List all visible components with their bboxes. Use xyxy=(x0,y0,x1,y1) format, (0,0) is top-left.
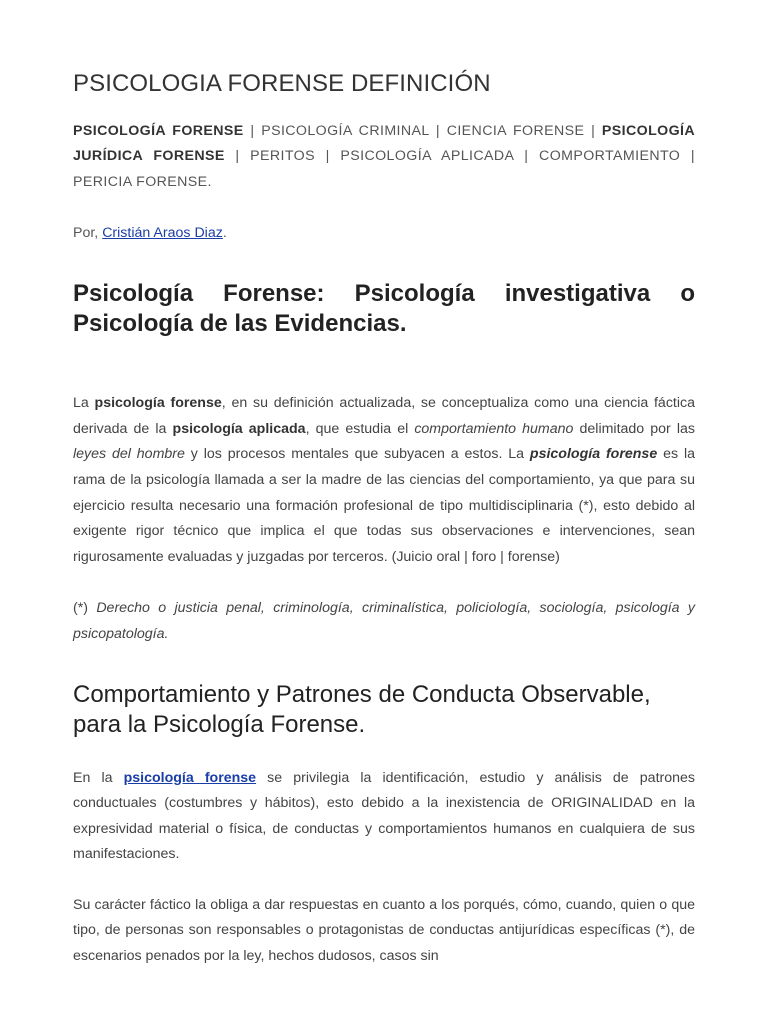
bold-term: psicología aplicada xyxy=(172,420,306,437)
text-run: , que estudia el xyxy=(305,420,415,437)
bold-term: psicología forense xyxy=(94,395,222,412)
bold-italic-term: psicología forense xyxy=(529,446,658,463)
keyword-text: | PERITOS | PSICOLOGÍA APLICADA | COMPORTAMIENTO | PERICIA FORENSE. xyxy=(73,148,695,190)
paragraph-3: Su carácter fáctico la obliga a dar respuestas en cuanto a los porqués, cómo, cuando, quien o que tipo, de personas son responsables o protagonistas de conductas antijurídicas específicas (*), de escenarios penados por la ley, hechos dudosos, casos sin xyxy=(73,896,695,965)
footnote-text: Derecho o justicia penal, criminología, criminalística, policiología, sociología, psicología y psicopatología. xyxy=(73,600,695,642)
paragraph-1 xyxy=(73,391,695,570)
text-run: En la xyxy=(73,769,124,786)
keyword-bold: PSICOLOGÍA FORENSE xyxy=(73,122,244,139)
footnote xyxy=(73,596,695,647)
text-run: , en su definición actualizada, se conceptualiza como una ciencia fáctica derivada de la xyxy=(73,395,695,437)
byline-prefix: Por, xyxy=(73,224,103,241)
keyword-list xyxy=(73,119,695,196)
section-heading-1: Psicología Forense: Psicología investigativa o Psicología de las Evidencias. xyxy=(73,280,695,338)
text-run: es la rama de la psicología llamada a ser la madre de las ciencias del comportamiento, ya que para su ejercicio resulta necesario una formación profesional de tipo multidisciplinaria (*), esto debido al exigente rigor técnico que implica el que todas sus observaciones e intervenciones, sean rigurosamente evaluadas y juzgadas por terceros. (Juicio oral | foro | forense) xyxy=(73,446,695,565)
text-run: delimitado por las xyxy=(573,420,696,437)
italic-term: comportamiento humano xyxy=(414,420,574,437)
section-heading-2: Comportamiento y Patrones de Conducta Observable, para la Psicología Forense. xyxy=(73,680,651,738)
footnote-mark: (*) xyxy=(73,600,97,617)
keyword-text: | PSICOLOGÍA CRIMINAL | CIENCIA FORENSE | xyxy=(243,122,602,139)
byline-suffix: . xyxy=(222,224,227,241)
italic-term: leyes del hombre xyxy=(73,446,185,463)
keyword-bold: PSICOLOGÍA JURÍDICA FORENSE xyxy=(73,122,695,165)
text-run: se privilegia la identificación, estudio y análisis de patrones conductuales (costumbres y hábitos), esto debido a la inexistencia de ORIGINALIDAD en la expresividad material o física, de conductas y comportamientos humanos en cualquiera de sus manifestaciones. xyxy=(73,769,695,863)
text-run: y los procesos mentales que subyacen a estos. La xyxy=(184,446,530,463)
paragraph-2 xyxy=(73,766,695,868)
text-run: La xyxy=(73,395,95,412)
byline xyxy=(73,221,695,247)
psicologia-forense-link[interactable]: psicología forense xyxy=(123,769,257,786)
author-link[interactable]: Cristián Araos Diaz xyxy=(102,224,223,241)
page-title: PSICOLOGIA FORENSE DEFINICIÓN xyxy=(73,70,491,97)
article xyxy=(73,70,695,970)
